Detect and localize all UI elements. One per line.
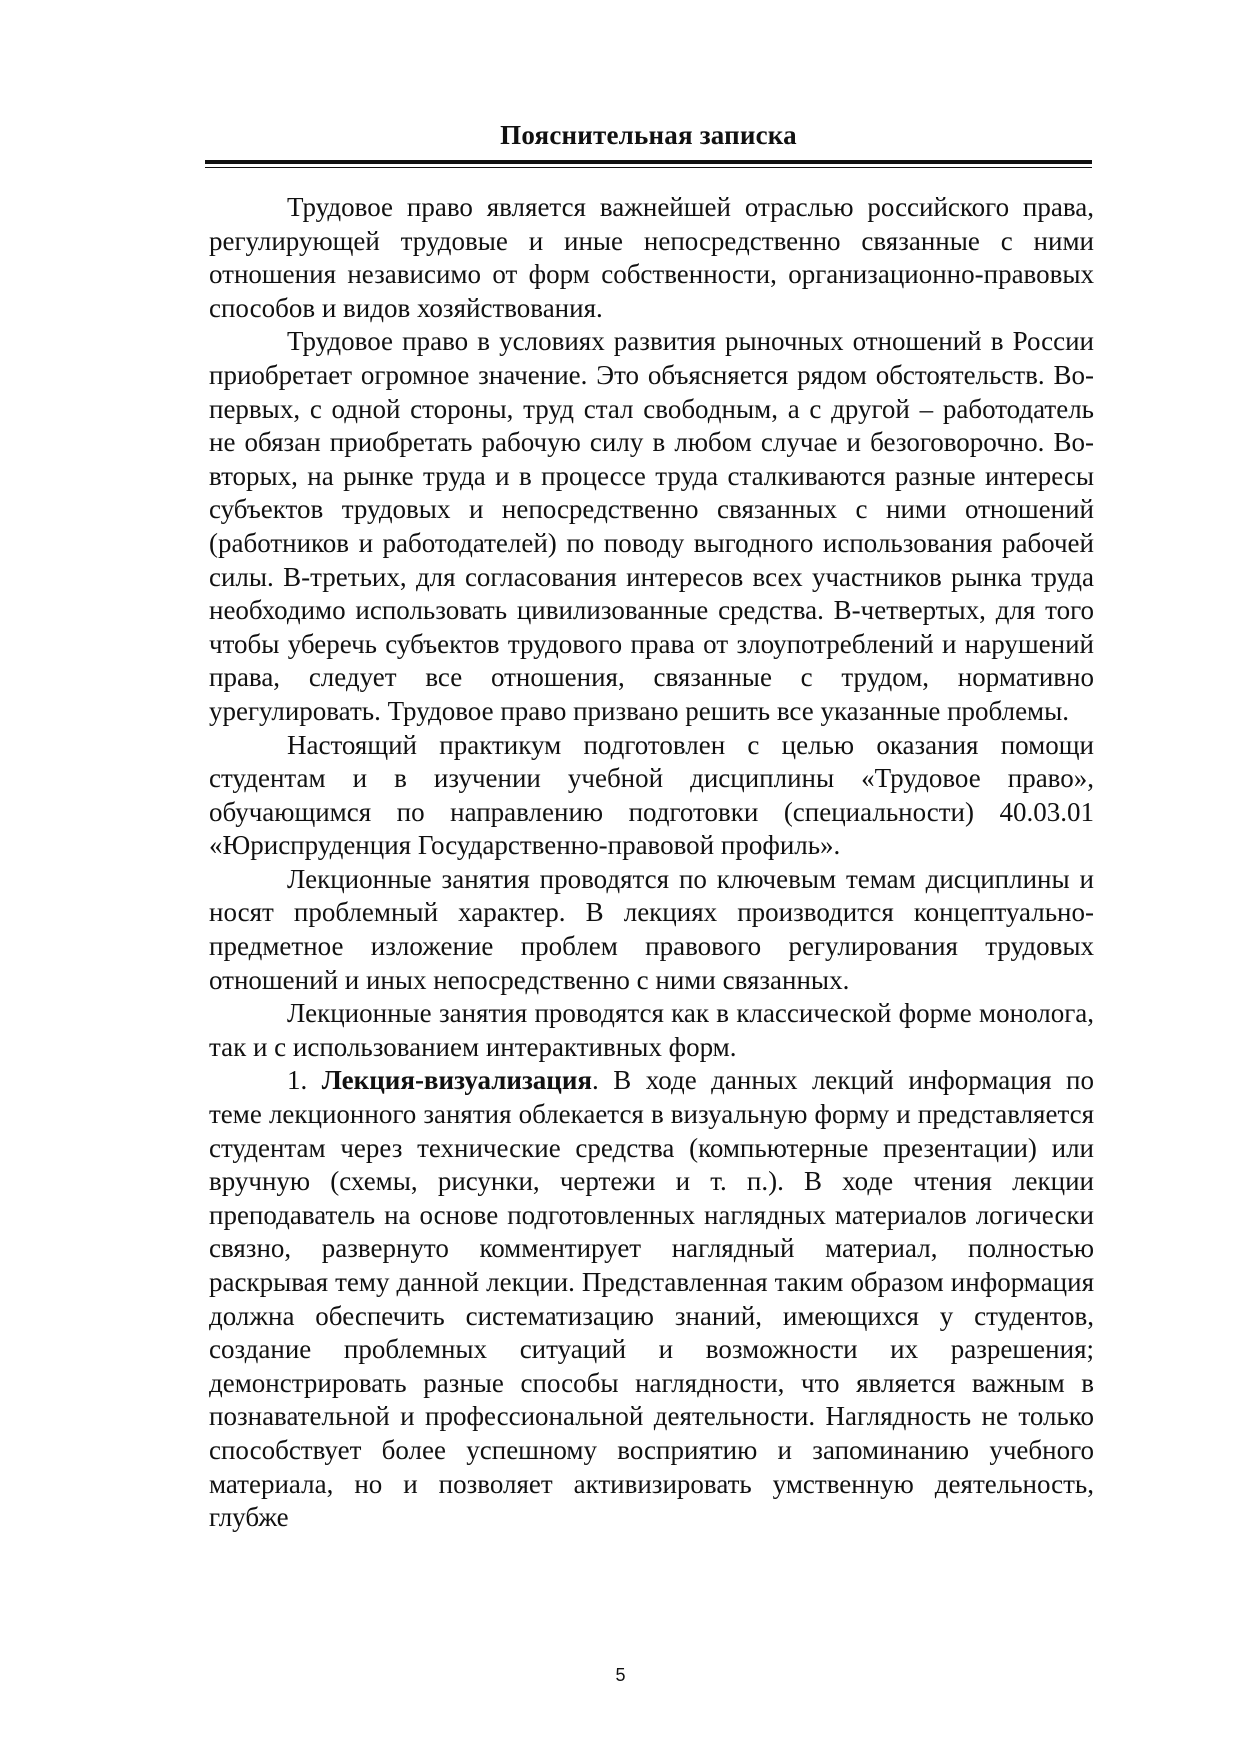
list-item-term: Лекция-визуализация <box>321 1065 593 1096</box>
title-rule-thick <box>205 160 1092 164</box>
paragraph-labor-law-definition: Трудовое право является важнейшей отраслью российского права, регулирующей трудовые и иные непосредственно связанные с ними отношения независимо от форм собственности, организационно-правовых способов и видов хозяйствования. <box>209 192 1094 323</box>
list-item-number: 1. <box>287 1065 322 1096</box>
list-item-lecture-visualization <box>209 1064 1094 1534</box>
paragraph-market-relations: Трудовое право в условиях развития рыночных отношений в России приобретает огромное значение. Это объясняется рядом обстоятельств. Во-первых, с одной стороны, труд стал свободным, а с другой – работодатель не обязан приобретать рабочую силу в любом случае и безоговорочно. Во-вторых, на рынке труда и в процессе труда сталкиваются разные интересы субъектов трудовых и непосредственно связанных с ними отношений (работников и работодателей) по поводу выгодного использования рабочей силы. В-третьих, для согласования интересов всех участников рынка труда необходимо использовать цивилизованные средства. В-четвертых, для того чтобы уберечь субъектов трудового права от злоупотреблений и нарушений права, следует все отношения, связанные с трудом, нормативно урегулировать. Трудовое право призвано решить все указанные проблемы. <box>209 326 1094 726</box>
paragraph-practicum-purpose: Настоящий практикум подготовлен с целью оказания помощи студентам и в изучении учебной дисциплины «Трудовое право», обучающимся по направлению подготовки (специальности) 40.03.01 «Юриспруденция Государственно-правовой профиль». <box>209 729 1094 861</box>
page-header <box>205 118 1092 168</box>
paragraph-lecture-topics: Лекционные занятия проводятся по ключевым темам дисциплины и носят проблемный характер. В лекциях производится концептуально-предметное изложение проблем правового регулирования трудовых отношений и иных непосредственно с ними связанных. <box>209 863 1094 995</box>
title-rule-thin <box>205 167 1092 168</box>
list-item-text: . В ходе данных лекций информация по теме лекционного занятия облекается в визуальную форму и представляется студентам через технические средства (компьютерные презентации) или вручную (схемы, рисунки, чертежи и т. п.). В ходе чтения лекции преподаватель на основе подготовленных наглядных материалов логически связно, развернуто комментирует наглядный материал, полностью раскрывая тему данной лекции. Представленная таким образом информация должна обеспечить систематизацию знаний, имеющихся у студентов, создание проблемных ситуаций и возможности их разрешения; демонстрировать разные способы наглядности, что является важным в познавательной и профессиональной деятельности. Наглядность не только способствует более успешному восприятию и запоминанию учебного материала, но и позволяет активизировать умственную деятельность, глубже <box>209 1065 1094 1533</box>
page-body <box>209 191 1094 1535</box>
paragraph-lecture-forms: Лекционные занятия проводятся как в классической форме монолога, так и с использованием интерактивных форм. <box>209 998 1094 1062</box>
page-number: 5 <box>615 1665 626 1685</box>
page-title: Пояснительная записка <box>500 120 797 150</box>
